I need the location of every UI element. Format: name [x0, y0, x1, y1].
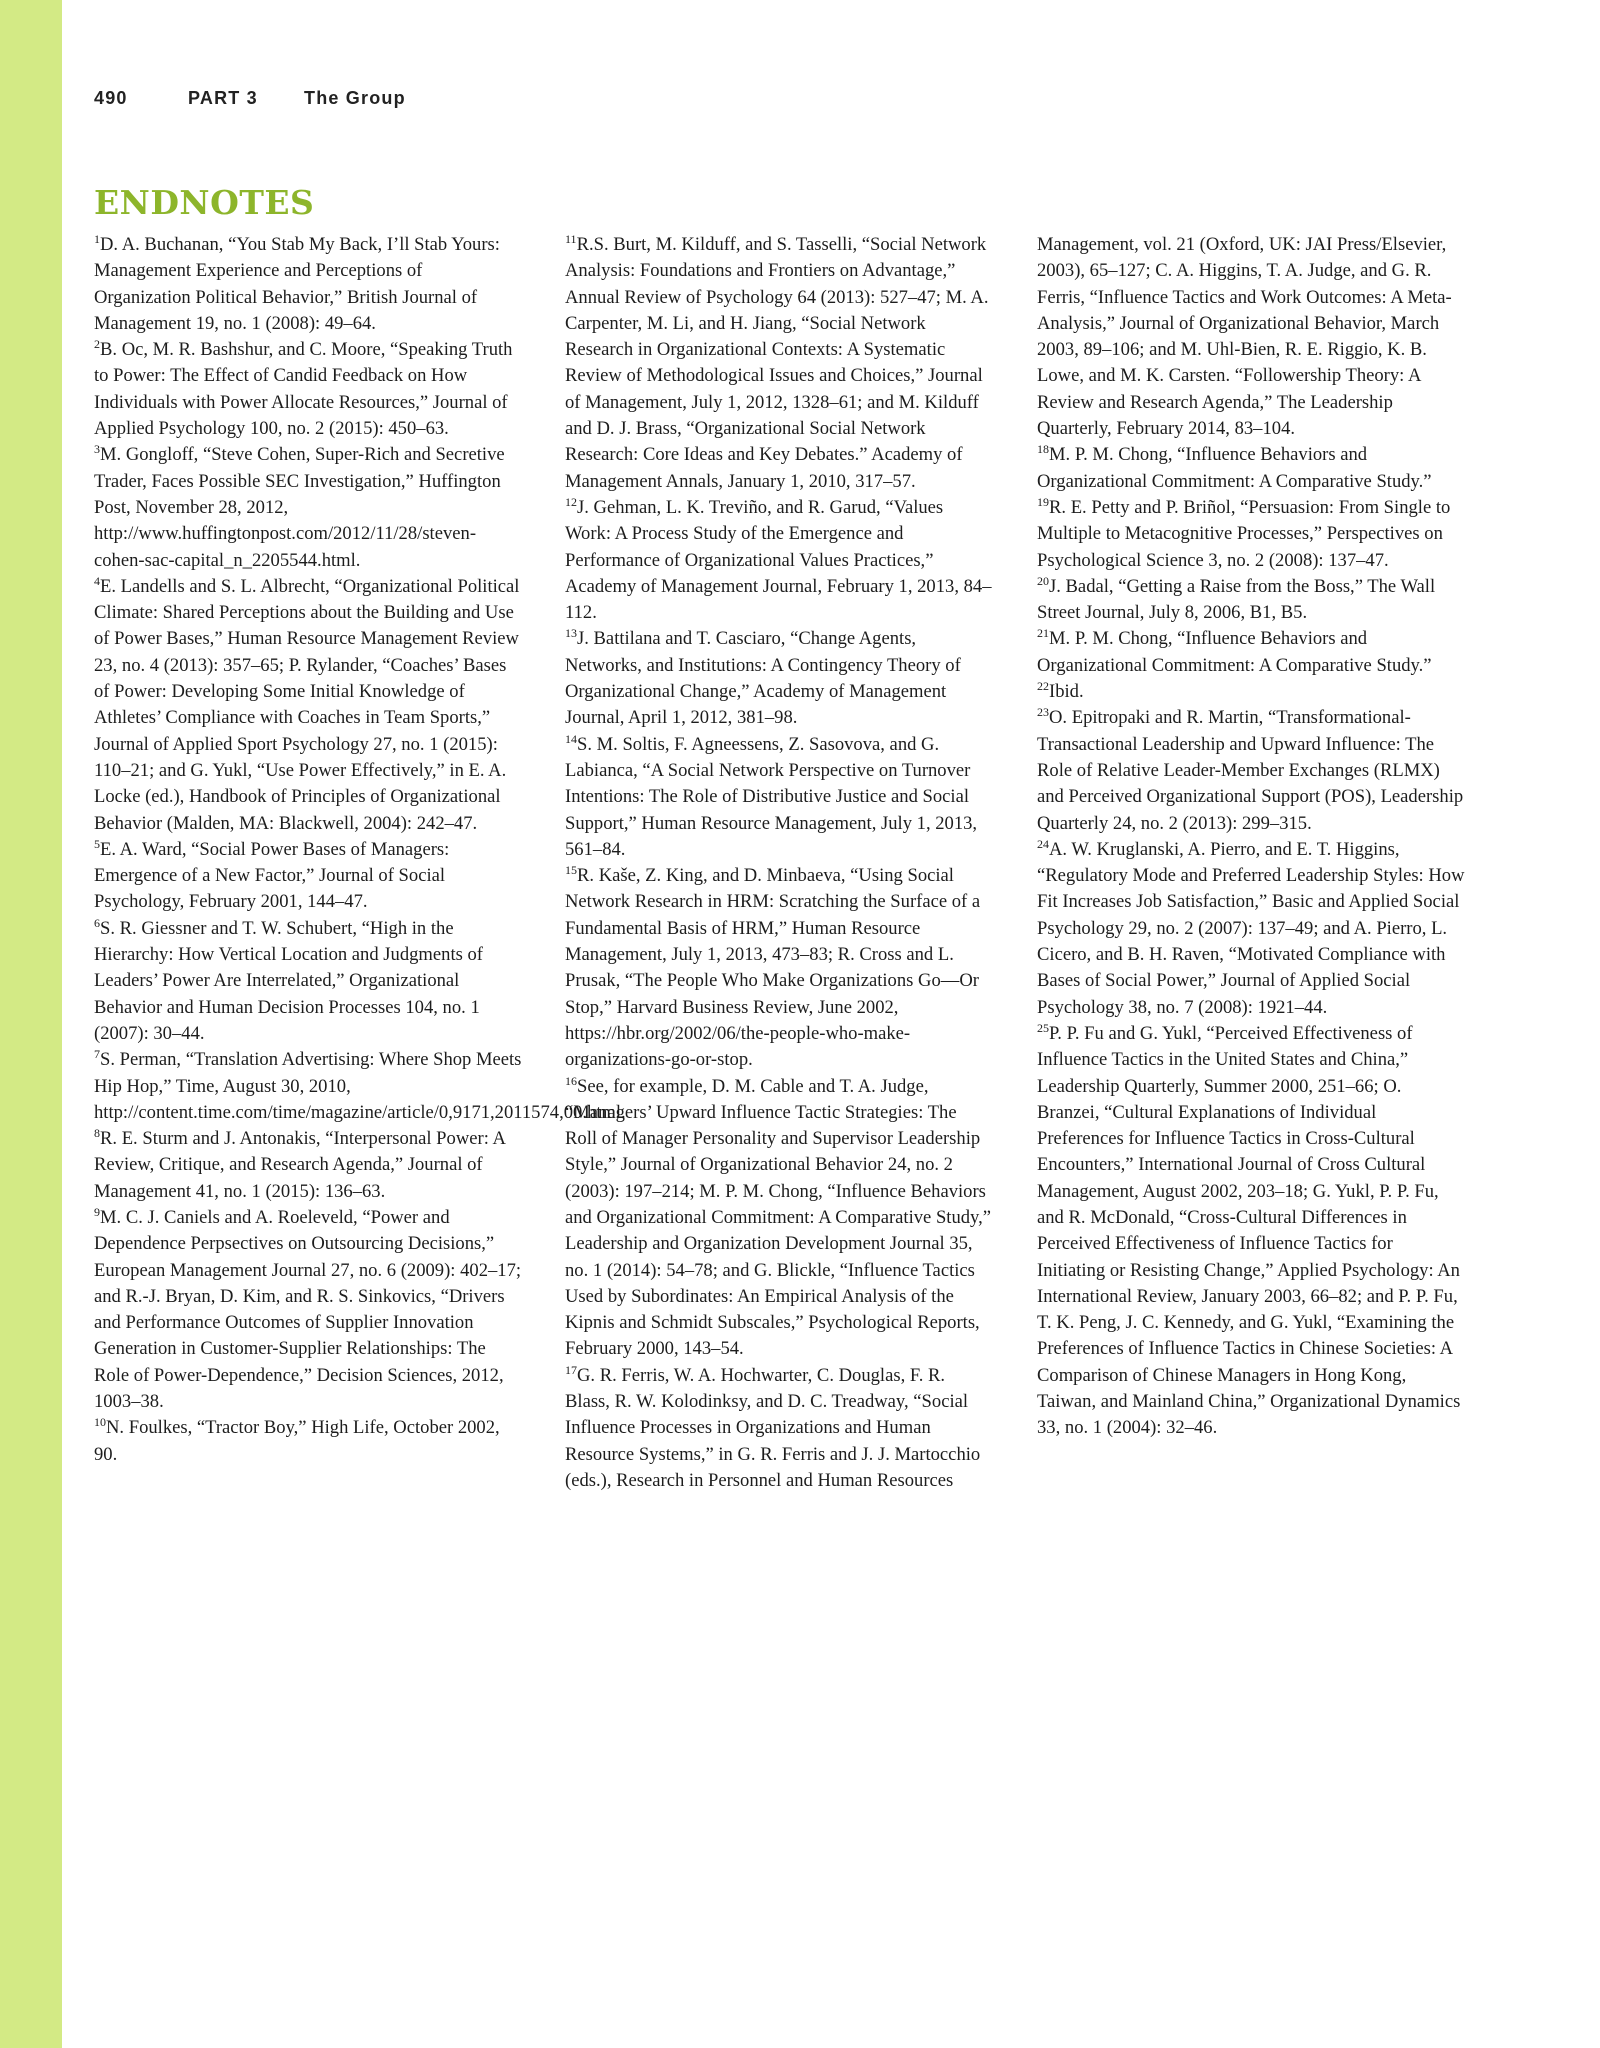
endnote-3 [94, 442, 522, 573]
endnote-21 [1037, 626, 1465, 679]
endnote-number: 6 [94, 915, 100, 930]
endnote-text: G. R. Ferris, W. A. Hochwarter, C. Douglas, F. R. Blass, R. W. Kolodinksy, and D. C. Treadway, “Social Influence Processes in Organizations and Human Resource Systems,” in G. R. Ferris and J. J. Martocchio (eds.), Research in Personnel and Human Resources [565, 1364, 981, 1491]
endnote-text: R. Kaše, Z. King, and D. Minbaeva, “Using Social Network Research in HRM: Scratching the Surface of a Fundamental Basis of HRM,” Human Resource Management, July 1, 2013, 473–83; R. Cross and L. Prusak, “The People Who Make Organizations Go—Or Stop,” Harvard Business Review, June 2002, https://hbr.org/2002/06/the-people-who-make-organizations-go-or-stop. [565, 865, 981, 1071]
endnote-24 [1037, 837, 1465, 1021]
endnote-number: 14 [565, 731, 577, 746]
endnote-text: J. Gehman, L. K. Treviño, and R. Garud, “Values Work: A Process Study of the Emergence and Performance of Organizational Values Practices,” Academy of Management Journal, February 1, 2013, 84–112. [565, 496, 992, 624]
endnote-6 [94, 916, 522, 1047]
running-header [94, 88, 406, 114]
endnote-number: 16 [565, 1073, 577, 1088]
endnote-11 [565, 232, 993, 495]
endnote-15 [565, 863, 993, 1073]
endnote-text: M. P. M. Chong, “Influence Behaviors and Organizational Commitment: A Comparative Study.” [1037, 628, 1432, 676]
endnote-number: 8 [94, 1126, 100, 1141]
endnote-text: B. Oc, M. R. Bashshur, and C. Moore, “Speaking Truth to Power: The Effect of Candid Feedback on How Individuals with Power Allocate Resources,” Journal of Applied Psychology 100, no. 2 (2015): 450–63. [94, 339, 513, 440]
endnotes-heading: ENDNOTES [94, 183, 315, 222]
endnote-text: R.S. Burt, M. Kilduff, and S. Tasselli, “Social Network Analysis: Foundations and Frontiers on Advantage,” Annual Review of Psychology 64 (2013): 527–47; M. A. Carpenter, M. Li, and H. Jiang, “Social Network Research in Organizational Contexts: A Systematic Review of Methodological Issues and Choices,” Journal of Management, July 1, 2012, 1328–61; and M. Kilduff and D. J. Brass, “Organizational Social Network Research: Core Ideas and Key Debates.” Academy of Management Annals, January 1, 2010, 317–57. [565, 234, 989, 492]
endnote-number: 1 [94, 232, 100, 246]
endnote-text: A. W. Kruglanski, A. Pierro, and E. T. Higgins, “Regulatory Mode and Preferred Leadership Styles: How Fit Increases Job Satisfaction,” Basic and Applied Social Psychology 29, no. 2 (2007): 137–49; and A. Pierro, L. Cicero, and B. H. Raven, “Motivated Compliance with Bases of Social Power,” Journal of Applied Social Psychology 38, no. 7 (2008): 1921–44. [1037, 838, 1465, 1018]
endnote-13 [565, 626, 993, 731]
page-number: 490 [94, 88, 128, 108]
endnote-22 [1037, 679, 1465, 705]
part-label: PART 3 [188, 88, 258, 108]
endnote-20 [1037, 574, 1465, 627]
endnote-number: 24 [1037, 836, 1049, 851]
endnote-number: 22 [1037, 679, 1049, 694]
endnote-text: J. Battilana and T. Casciaro, “Change Agents, Networks, and Institutions: A Contingency Theory of Organizational Change,” Academy of Management Journal, April 1, 2012, 381–98. [565, 628, 961, 729]
endnotes-column-2 [565, 232, 993, 1494]
endnote-text: M. C. J. Caniels and A. Roeleveld, “Power and Dependence Perpsectives on Outsourcing Decisions,” European Management Journal 27, no. 6 (2009): 402–17; and R.-J. Bryan, D. Kim, and R. S. Sinkovics, “Drivers and Performance Outcomes of Supplier Innovation Generation in Customer-Supplier Relationships: The Role of Power-Dependence,” Decision Sciences, 2012, 1003–38. [94, 1206, 522, 1413]
endnote-16 [565, 1074, 993, 1363]
endnote-text: O. Epitropaki and R. Martin, “Transformational-Transactional Leadership and Upward Influence: The Role of Relative Leader-Member Exchanges (RLMX) and Perceived Organizational Support (POS), Leadership Quarterly 24, no. 2 (2013): 299–315. [1037, 707, 1464, 834]
endnote-number: 17 [565, 1362, 577, 1377]
endnote-25 [1037, 1021, 1465, 1442]
endnote-continuation [1037, 232, 1465, 442]
endnote-text: M. P. M. Chong, “Influence Behaviors and Organizational Commitment: A Comparative Study.” [1037, 444, 1432, 492]
endnote-number: 12 [565, 494, 577, 509]
endnote-text: J. Badal, “Getting a Raise from the Boss,” The Wall Street Journal, July 8, 2006, B1, B5. [1037, 575, 1436, 624]
endnote-18 [1037, 442, 1465, 495]
endnote-number: 19 [1037, 494, 1049, 509]
endnote-text: M. Gongloff, “Steve Cohen, Super-Rich and Secretive Trader, Faces Possible SEC Investigation,” Huffington Post, November 28, 2012, http://www.huffingtonpost.com/2012/11/28/steven-cohen-sac-capital_n_2205544.html. [94, 444, 505, 571]
endnote-number: 25 [1037, 1020, 1049, 1035]
endnote-text: R. E. Sturm and J. Antonakis, “Interpersonal Power: A Review, Critique, and Research Agenda,” Journal of Management 41, no. 1 (2015): 136–63. [94, 1128, 505, 1202]
endnote-number: 7 [94, 1047, 100, 1062]
endnote-5 [94, 837, 522, 916]
page-edge-accent-bar [0, 0, 62, 2048]
endnote-text: S. Perman, “Translation Advertising: Where Shop Meets Hip Hop,” Time, August 30, 2010, http://content.time.com/time/magazine/article/0,9171,2011574,00.html. [94, 1049, 626, 1123]
endnote-text: D. A. Buchanan, “You Stab My Back, I’ll Stab Yours: Management Experience and Perceptions of Organization Political Behavior,” British Journal of Management 19, no. 1 (2008): 49–64. [94, 234, 500, 334]
endnote-text: P. P. Fu and G. Yukl, “Perceived Effectiveness of Influence Tactics in the United States and China,” Leadership Quarterly, Summer 2000, 251–66; O. Branzei, “Cultural Explanations of Individual Preferences for Influence Tactics in Cross-Cultural Encounters,” International Journal of Cross Cultural Management, August 2002, 203–18; G. Yukl, P. P. Fu, and R. McDonald, “Cross-Cultural Differences in Perceived Effectiveness of Influence Tactics for Initiating or Resisting Change,” Applied Psychology: An International Review, January 2003, 66–82; and P. P. Fu, T. K. Peng, J. C. Kennedy, and G. Yukl, “Examining the Preferences of Influence Tactics in Chinese Societies: A Comparison of Chinese Managers in Hong Kong, Taiwan, and Mainland China,” Organizational Dynamics 33, no. 1 (2004): 32–46. [1037, 1022, 1461, 1439]
endnote-9 [94, 1205, 522, 1415]
endnote-text: S. R. Giessner and T. W. Schubert, “High in the Hierarchy: How Vertical Location and Judgments of Leaders’ Power Are Interrelated,” Organizational Behavior and Human Decision Processes 104, no. 1 (2007): 30–44. [94, 917, 483, 1044]
section-title: The Group [304, 88, 406, 108]
endnote-text: Management, vol. 21 (Oxford, UK: JAI Press/Elsevier, 2003), 65–127; C. A. Higgins, T. A. Judge, and G. R. Ferris, “Influence Tactics and Work Outcomes: A Meta-Analysis,” Journal of Organizational Behavior, March 2003, 89–106; and M. Uhl-Bien, R. E. Riggio, K. B. Lowe, and M. K. Carsten. “Followership Theory: A Review and Research Agenda,” The Leadership Quarterly, February 2014, 83–104. [1037, 234, 1452, 440]
endnote-text: S. M. Soltis, F. Agneessens, Z. Sasovova, and G. Labianca, “A Social Network Perspective on Turnover Intentions: The Role of Distributive Justice and Social Support,” Human Resource Management, July 1, 2013, 561–84. [565, 733, 978, 860]
endnote-text: N. Foulkes, “Tractor Boy,” High Life, October 2002, 90. [94, 1417, 500, 1465]
endnote-text: Ibid. [1049, 681, 1084, 703]
endnote-text: R. E. Petty and P. Briñol, “Persuasion: From Single to Multiple to Metacognitive Processes,” Perspectives on Psychological Science 3, no. 2 (2008): 137–47. [1037, 496, 1451, 571]
endnote-number: 23 [1037, 705, 1049, 720]
endnote-text: E. A. Ward, “Social Power Bases of Managers: Emergence of a New Factor,” Journal of Social Psychology, February 2001, 144–47. [94, 838, 450, 913]
endnote-number: 15 [565, 863, 577, 878]
endnote-number: 2 [94, 337, 100, 352]
endnote-number: 10 [94, 1415, 106, 1430]
endnote-text: E. Landells and S. L. Albrecht, “Organizational Political Climate: Shared Perceptions about the Building and Use of Power Bases,” Human Resource Management Review 23, no. 4 (2013): 357–65; P. Rylander, “Coaches’ Bases of Power: Developing Some Initial Knowledge of Athletes’ Compliance with Coaches in Team Sports,” Journal of Applied Sport Psychology 27, no. 1 (2015): 110–21; and G. Yukl, “Use Power Effectively,” in E. A. Locke (ed.), Handbook of Principles of Organizational Behavior (Malden, MA: Blackwell, 2004): 242–47. [94, 575, 520, 834]
endnote-number: 20 [1037, 573, 1049, 588]
endnote-19 [1037, 495, 1465, 574]
endnote-4 [94, 574, 522, 837]
endnote-2 [94, 337, 522, 442]
endnote-number: 18 [1037, 442, 1049, 457]
endnote-number: 4 [94, 573, 100, 588]
endnote-10 [94, 1415, 522, 1468]
endnote-17 [565, 1363, 993, 1494]
endnote-14 [565, 732, 993, 863]
endnote-number: 3 [94, 442, 100, 457]
endnote-text: See, for example, D. M. Cable and T. A. Judge, “Managers’ Upward Influence Tactic Strategies: The Roll of Manager Personality and Supervisor Leadership Style,” Journal of Organizational Behavior 24, no. 2 (2003): 197–214; M. P. M. Chong, “Influence Behaviors and Organizational Commitment: A Comparative Study,” Leadership and Organization Development Journal 35, no. 1 (2014): 54–78; and G. Blickle, “Influence Tactics Used by Subordinates: An Empirical Analysis of the Kipnis and Schmidt Subscales,” Psychological Reports, February 2000, 143–54. [565, 1075, 992, 1360]
endnote-12 [565, 495, 993, 626]
endnote-number: 21 [1037, 626, 1049, 641]
endnote-1 [94, 232, 522, 337]
endnote-number: 11 [565, 232, 577, 246]
endnote-number: 9 [94, 1204, 100, 1219]
endnote-23 [1037, 705, 1465, 836]
endnote-number: 5 [94, 836, 100, 851]
endnotes-column-3 [1037, 232, 1465, 1442]
endnote-8 [94, 1126, 522, 1205]
endnote-number: 13 [565, 626, 577, 641]
